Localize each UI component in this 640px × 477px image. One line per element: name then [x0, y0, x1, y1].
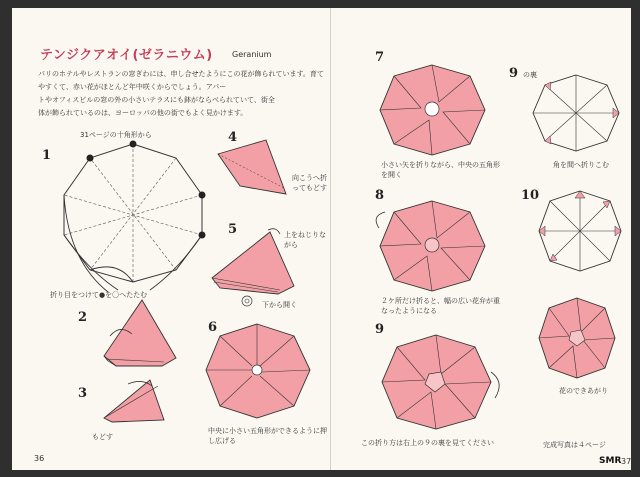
finished-flower-diagram — [537, 296, 617, 380]
step-number: 2 — [78, 310, 88, 325]
step9-back-caption: 角を間へ折りこむ — [553, 161, 609, 169]
step-number: 7 — [375, 50, 385, 65]
page-number-right: 37 — [621, 457, 632, 466]
step4-caption: 向こうへ折ってもどす — [292, 174, 327, 192]
step-number: 9 — [509, 66, 519, 81]
step-number: 8 — [375, 188, 385, 203]
step5-caption-open: 下から開く — [262, 301, 297, 309]
left-page — [12, 8, 331, 470]
intro-line: パリのホテルやレストランの窓ぎわには、申し合せたようにこの花が飾られています。育てやすくて、赤い花がほとんど年中咲くからでしょう。アパー — [38, 70, 324, 91]
step-number: 3 — [78, 386, 88, 401]
step-number: 5 — [228, 222, 238, 237]
decagon-diagram — [58, 140, 208, 285]
step-number: 9 — [375, 322, 385, 337]
watermark: SMR — [599, 456, 622, 466]
step8-diagram — [377, 198, 487, 293]
step10-diagram — [537, 188, 623, 274]
step9-diagram — [379, 332, 494, 432]
step9-back-label: の裏 — [523, 71, 537, 79]
step8-caption: ２ケ所だけ折ると、幅の広い花弁が重なったようになる — [381, 297, 500, 315]
step1-caption: 折り目をつけて●を〇へたたむ — [50, 291, 148, 299]
step3-caption: もどす — [92, 433, 113, 441]
finished-flower-caption: 花のできあがり — [559, 387, 608, 395]
flower-icon — [240, 294, 254, 308]
step-number: 10 — [521, 188, 540, 203]
step6-diagram — [202, 320, 312, 420]
step5-caption-twist: 上をねじりながら — [284, 231, 326, 249]
intro-line: トやオフィスビルの窓の外の小さいテラスにも鉢がならべられていて、街全 — [38, 96, 275, 104]
page-title-english: Geranium — [232, 50, 272, 59]
step-number: 1 — [42, 148, 52, 163]
step7-caption: 小さい矢を折りながら、中央の五角形を開く — [381, 161, 500, 179]
right-page — [331, 8, 631, 470]
intro-line: 体が飾られているのは、ヨーロッパの他の街でもよく見かけます。 — [38, 109, 248, 117]
page-number-left: 36 — [34, 454, 45, 463]
step-number: 4 — [228, 130, 238, 145]
step9-caption: この折り方は右上の９の裏を見てください — [361, 439, 494, 447]
step1-reference: 31ページの十角形から — [80, 131, 152, 139]
step9-back-diagram — [531, 72, 621, 154]
intro-text — [38, 68, 328, 120]
step3-diagram — [98, 376, 168, 426]
step6-caption: 中央に小さい五角形ができるように押し広げる — [208, 427, 327, 445]
step4-diagram — [210, 138, 290, 198]
photo-reference: 完成写真は４ページ — [543, 441, 606, 449]
page-title: テンジクアオイ(ゼラニウム) — [40, 48, 213, 63]
step2-diagram — [102, 298, 182, 373]
step-number: 6 — [208, 320, 218, 335]
step7-diagram — [377, 62, 487, 157]
